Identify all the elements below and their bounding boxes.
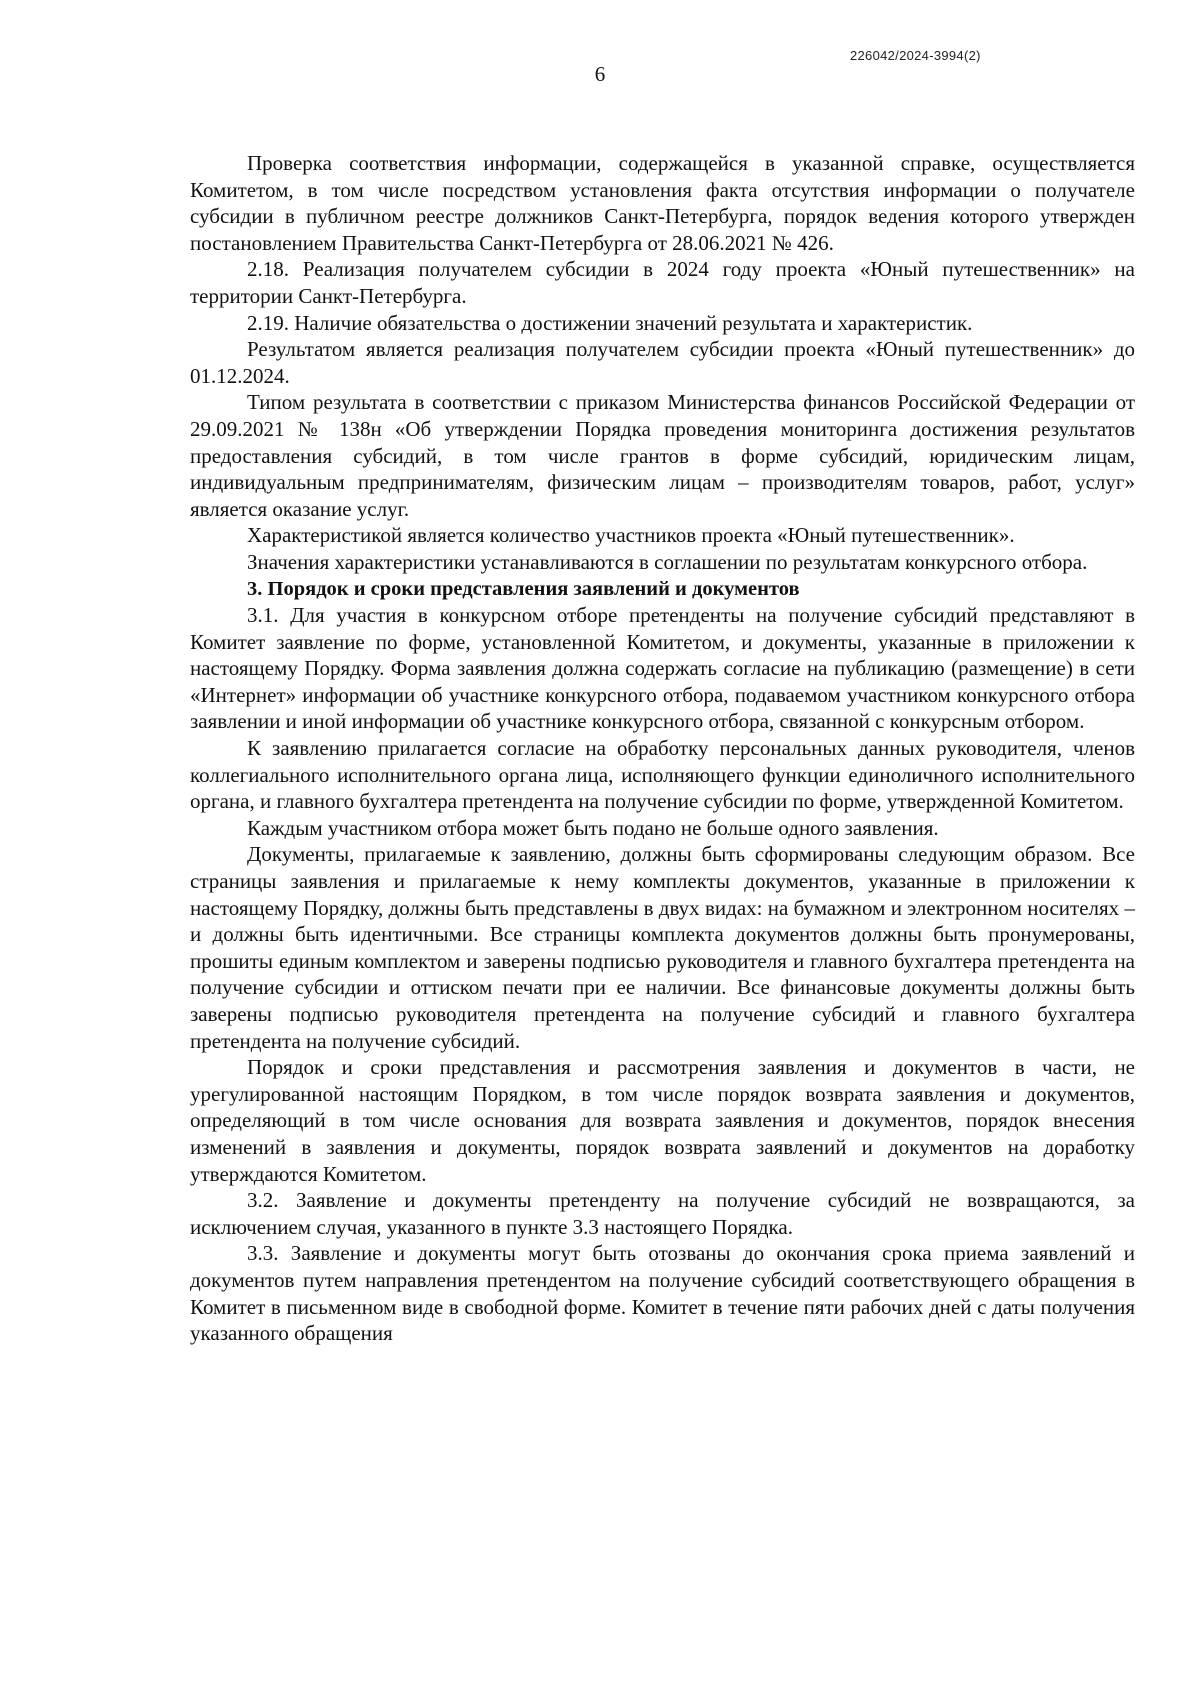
paragraph: К заявлению прилагается согласие на обработку персональных данных руководителя, членов коллегиального исполнительного органа лица, исполняющего функции единоличного исполнительного органа, и главного бухгалтера претендента на получение субсидии по форме, утвержденной Комитетом. (190, 736, 1135, 814)
paragraph: Результатом является реализация получателем субсидии проекта «Юный путешественник» до 01.12.2024. (190, 337, 1135, 388)
paragraph: 3.1. Для участия в конкурсном отборе претенденты на получение субсидий представляют в Комитет заявление по форме, установленной Комитетом, и документы, указанные в приложении к настоящему Порядку. Форма заявления должна содержать согласие на публикацию (размещение) в сети «Интернет» информации об участнике конкурсного отбора, подаваемом участником конкурсного отбора заявлении и иной информации об участнике конкурсного отбора, связанной с конкурсным отбором. (190, 603, 1135, 734)
paragraph: Значения характеристики устанавливаются в соглашении по результатам конкурсного отбора. (247, 549, 1088, 574)
paragraph: Каждым участником отбора может быть подано не больше одного заявления. (247, 815, 939, 840)
paragraph: Типом результата в соответствии с приказом Министерства финансов Российской Федерации от 29.09.2021 № 138н «Об утверждении Порядка проведения мониторинга достижения результатов предоставления субсидий, в том числе грантов в форме субсидий, юридическим лицам, индивидуальным предпринимателям, физическим лицам – производителям товаров, работ, услуг» является оказание услуг. (190, 390, 1135, 521)
document-body (190, 150, 1135, 1347)
page-number: 6 (594, 62, 606, 86)
paragraph: Характеристикой является количество участников проекта «Юный путешественник». (247, 523, 1015, 548)
paragraph: Проверка соответствия информации, содержащейся в указанной справке, осуществляется Комитетом, в том числе посредством установления факта отсутствия информации о получателе субсидии в публичном реестре должников Санкт-Петербурга, порядок ведения которого утвержден постановлением Правительства Санкт-Петербурга от 28.06.2021 № 426. (190, 151, 1135, 255)
paragraph: 2.19. Наличие обязательства о достижении значений результата и характеристик. (247, 310, 973, 335)
section-heading: 3. Порядок и сроки представления заявлений и документов (247, 577, 800, 600)
document-number: 226042/2024-3994(2) (850, 48, 981, 63)
paragraph: Порядок и сроки представления и рассмотрения заявления и документов в части, не урегулированной настоящим Порядком, в том числе порядок возврата заявления и документов, определяющий в том числе основания для возврата заявления и документов, порядок внесения изменений в заявления и документы, порядок возврата заявлений и документов на доработку утверждаются Комитетом. (190, 1055, 1135, 1186)
paragraph: 3.2. Заявление и документы претенденту на получение субсидий не возвращаются, за исключением случая, указанного в пункте 3.3 настоящего Порядка. (190, 1188, 1135, 1239)
paragraph: Документы, прилагаемые к заявлению, должны быть сформированы следующим образом. Все страницы заявления и прилагаемые к нему комплекты документов, указанные в приложении к настоящему Порядку, должны быть представлены в двух видах: на бумажном и электронном носителях – и должны быть идентичными. Все страницы комплекта документов должны быть пронумерованы, прошиты единым комплектом и заверены подписью руководителя и главного бухгалтера претендента на получение субсидии и оттиском печати при ее наличии. Все финансовые документы должны быть заверены подписью руководителя претендента на получение субсидий и главного бухгалтера претендента на получение субсидий. (190, 842, 1135, 1053)
paragraph: 3.3. Заявление и документы могут быть отозваны до окончания срока приема заявлений и документов путем направления претендентом на получение субсидий соответствующего обращения в Комитет в письменном виде в свободной форме. Комитет в течение пяти рабочих дней с даты получения указанного обращения (190, 1241, 1135, 1346)
paragraph: 2.18. Реализация получателем субсидии в 2024 году проекта «Юный путешественник» на территории Санкт-Петербурга. (190, 257, 1135, 308)
